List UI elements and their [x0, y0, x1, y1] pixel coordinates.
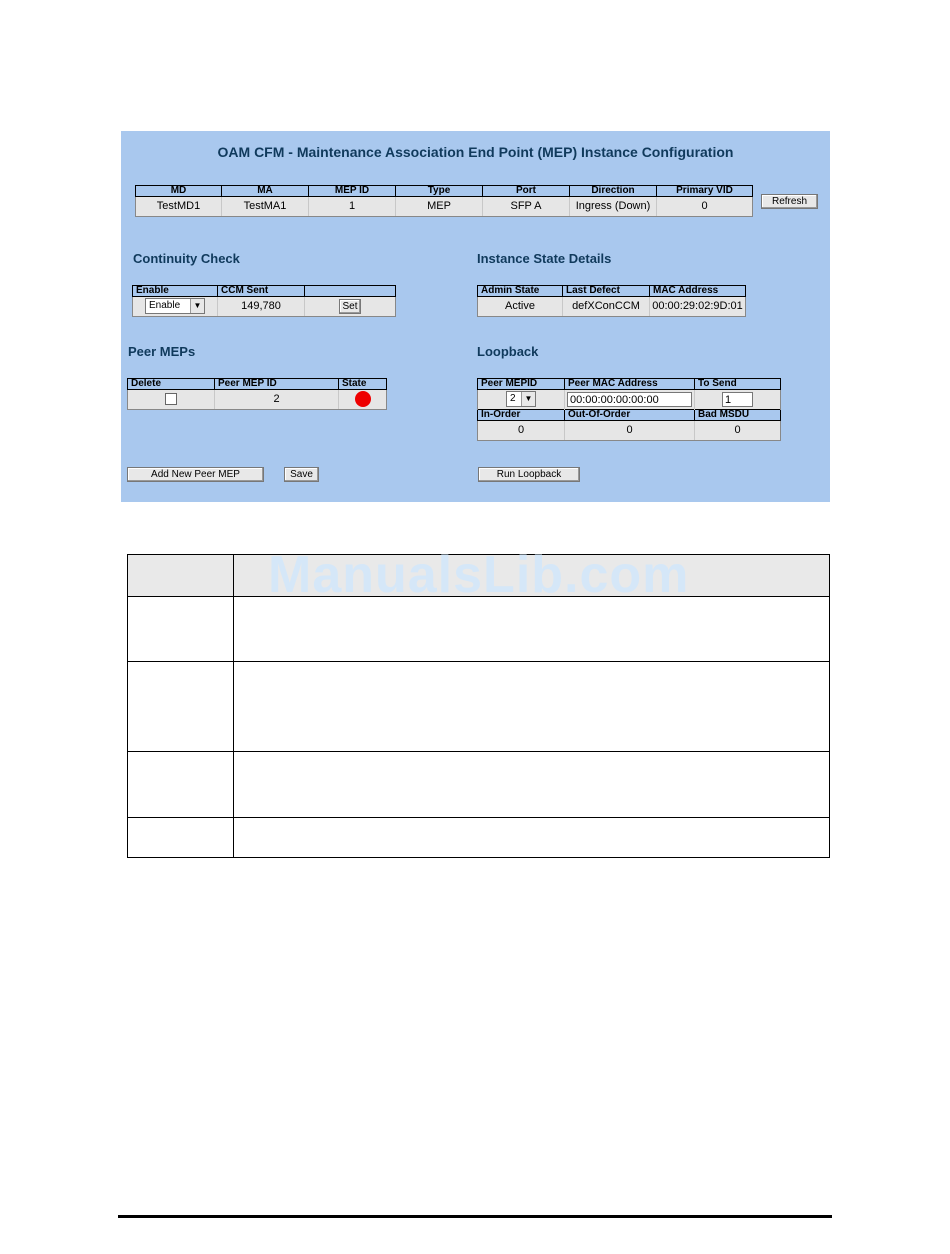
state-indicator-icon — [355, 391, 371, 407]
cell-bad-msdu: 0 — [695, 421, 781, 441]
refresh-button[interactable]: Refresh — [761, 194, 818, 209]
continuity-check-title: Continuity Check — [133, 251, 240, 266]
cell-direction: Ingress (Down) — [570, 197, 657, 217]
table-row — [478, 421, 781, 441]
peer-mepid-value: 2 — [510, 393, 516, 405]
table-row — [133, 297, 396, 317]
instance-table — [135, 185, 753, 217]
col-action — [305, 286, 396, 297]
footer-rule — [118, 1215, 832, 1218]
col-peer-mac: Peer MAC Address — [565, 379, 695, 390]
delete-checkbox[interactable] — [165, 393, 177, 405]
col-primary-vid: Primary VID — [657, 186, 753, 197]
peer-mepid-select[interactable] — [506, 391, 536, 407]
col-type: Type — [396, 186, 483, 197]
col-ccm-sent: CCM Sent — [218, 286, 305, 297]
add-peer-mep-button[interactable]: Add New Peer MEP — [127, 467, 264, 482]
cell-out-of-order: 0 — [565, 421, 695, 441]
instance-state-title: Instance State Details — [477, 251, 612, 266]
cell-in-order: 0 — [478, 421, 565, 441]
set-button[interactable]: Set — [339, 299, 361, 314]
peer-mac-input[interactable]: 00:00:00:00:00:00 — [567, 392, 692, 407]
cell-md: TestMD1 — [136, 197, 222, 217]
cell-mep-id: 1 — [309, 197, 396, 217]
enable-select[interactable] — [145, 298, 205, 314]
col-in-order: In-Order — [478, 410, 565, 421]
peer-meps-table — [127, 378, 387, 410]
loopback-table — [477, 378, 781, 441]
run-loopback-button[interactable]: Run Loopback — [478, 467, 580, 482]
table-row — [478, 390, 781, 410]
col-peer-mep-id: Peer MEP ID — [215, 379, 339, 390]
col-mep-id: MEP ID — [309, 186, 396, 197]
col-enable: Enable — [133, 286, 218, 297]
cell-last-defect: defXConCCM — [563, 297, 650, 317]
cell-peer-mep-id: 2 — [215, 390, 339, 410]
chevron-down-icon: ▼ — [521, 392, 535, 406]
cell-admin-state: Active — [478, 297, 563, 317]
col-to-send: To Send — [695, 379, 781, 390]
column-divider — [233, 555, 234, 857]
table-row — [478, 297, 746, 317]
to-send-input[interactable]: 1 — [722, 392, 753, 407]
save-button[interactable]: Save — [284, 467, 319, 482]
cell-primary-vid: 0 — [657, 197, 753, 217]
col-peer-mepid: Peer MEPID — [478, 379, 565, 390]
page-title: OAM CFM - Maintenance Association End Point (MEP) Instance Configuration — [217, 144, 734, 160]
cell-type: MEP — [396, 197, 483, 217]
loopback-title: Loopback — [477, 344, 539, 359]
continuity-check-table — [132, 285, 396, 317]
col-md: MD — [136, 186, 222, 197]
cell-mac-address: 00:00:29:02:9D:01 — [650, 297, 746, 317]
mep-config-panel — [121, 131, 830, 502]
watermark: ManualsLib.com — [268, 546, 690, 604]
col-last-defect: Last Defect — [563, 286, 650, 297]
chevron-down-icon: ▼ — [190, 299, 204, 313]
enable-select-value: Enable — [149, 300, 181, 312]
table-row — [128, 390, 387, 410]
col-port: Port — [483, 186, 570, 197]
col-delete: Delete — [128, 379, 215, 390]
cell-ma: TestMA1 — [222, 197, 309, 217]
cell-ccm-sent: 149,780 — [218, 297, 305, 317]
col-state: State — [339, 379, 387, 390]
cell-port: SFP A — [483, 197, 570, 217]
col-bad-msdu: Bad MSDU — [695, 410, 781, 421]
col-direction: Direction — [570, 186, 657, 197]
col-ma: MA — [222, 186, 309, 197]
instance-state-table — [477, 285, 746, 317]
col-mac-address: MAC Address — [650, 286, 746, 297]
table-row — [136, 197, 753, 217]
col-out-of-order: Out-Of-Order — [565, 410, 695, 421]
peer-meps-title: Peer MEPs — [128, 344, 196, 359]
col-admin-state: Admin State — [478, 286, 563, 297]
